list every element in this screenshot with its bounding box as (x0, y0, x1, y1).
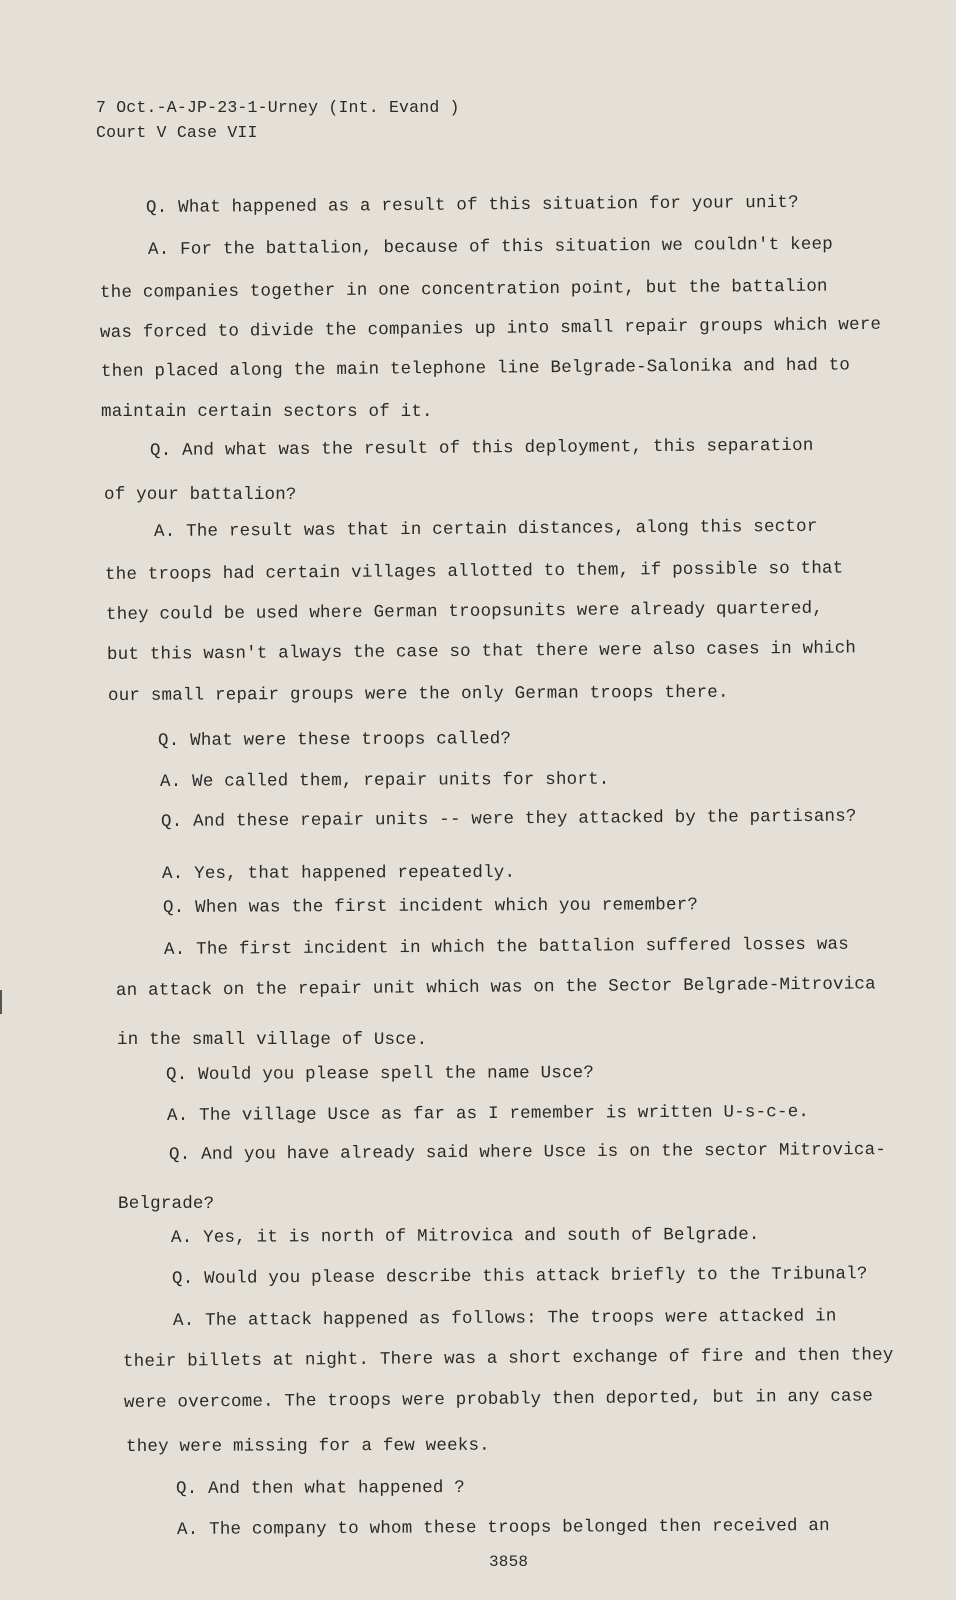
transcript-line: of your battalion? (104, 485, 297, 505)
transcript-line: A. The result was that in certain distances, along this sector (153, 516, 818, 542)
binding-mark (0, 990, 2, 1014)
transcript-line: Q. And these repair units -- were they attacked by the partisans? (160, 806, 857, 832)
transcript-line: A. The first incident in which the battalion suffered losses was (163, 934, 849, 960)
header-reference: 7 Oct.-A-JP-23-1-Urney (Int. Evand ) (96, 98, 460, 117)
transcript-line: they could be used where German troopsunits were already quartered, (105, 598, 824, 625)
transcript-line: A. The attack happened as follows: The troops were attacked in (172, 1306, 837, 1331)
transcript-line: Q. And then what happened ? (175, 1477, 465, 1499)
transcript-line: the companies together in one concentration point, but the battalion (99, 276, 828, 303)
transcript-line: an attack on the repair unit which was on the Sector Belgrade-Mitrovica (115, 974, 876, 1001)
transcript-line: Q. And you have already said where Usce is on the sector Mitrovica- (168, 1139, 887, 1165)
transcript-line: Q. When was the first incident which you remember? (162, 895, 699, 918)
transcript-line: they were missing for a few weeks. (125, 1435, 490, 1457)
transcript-line: A. For the battalion, because of this situation we couldn't keep (147, 234, 833, 260)
transcript-line: in the small village of Usce. (117, 1030, 428, 1050)
transcript-line: Q. And what was the result of this deployment, this separation (149, 435, 814, 461)
transcript-line: A. Yes, it is north of Mitrovica and south of Belgrade. (170, 1224, 760, 1248)
transcript-line: Q. Would you please spell the name Usce? (165, 1063, 595, 1085)
transcript-line: but this wasn't always the case so that there were also cases in which (106, 638, 857, 665)
transcript-line: the troops had certain villages allotted to them, if possible so that (104, 558, 844, 585)
transcript-line: their billets at night. There was a short exchange of fire and then they (122, 1345, 894, 1372)
transcript-line: Q. Would you please describe this attack briefly to the Tribunal? (171, 1264, 868, 1289)
transcript-line: A. The company to whom these troops belonged then received an (176, 1516, 830, 1540)
page-number: 3858 (489, 1553, 529, 1571)
transcript-line: Q. What were these troops called? (157, 729, 512, 751)
transcript-line: then placed along the main telephone line Belgrade-Salonika and had to (100, 355, 851, 382)
transcript-line: Belgrade? (118, 1194, 215, 1214)
transcript-line: Q. What happened as a result of this situation for your unit? (145, 192, 799, 218)
transcript-line: maintain certain sectors of it. (101, 402, 433, 422)
transcript-line: was forced to divide the companies up into small repair groups which were (99, 314, 882, 343)
transcript-line: our small repair groups were the only German troops there. (107, 682, 729, 706)
transcript-line: A. The village Usce as far as I remember is written U-s-c-e. (166, 1102, 810, 1126)
transcript-line: A. We called them, repair units for short. (159, 769, 610, 792)
transcript-line: were overcome. The troops were probably then deported, but in any case (123, 1386, 874, 1413)
transcript-line: A. Yes, that happened repeatedly. (161, 862, 516, 884)
header-court-case: Court V Case VII (96, 123, 258, 142)
